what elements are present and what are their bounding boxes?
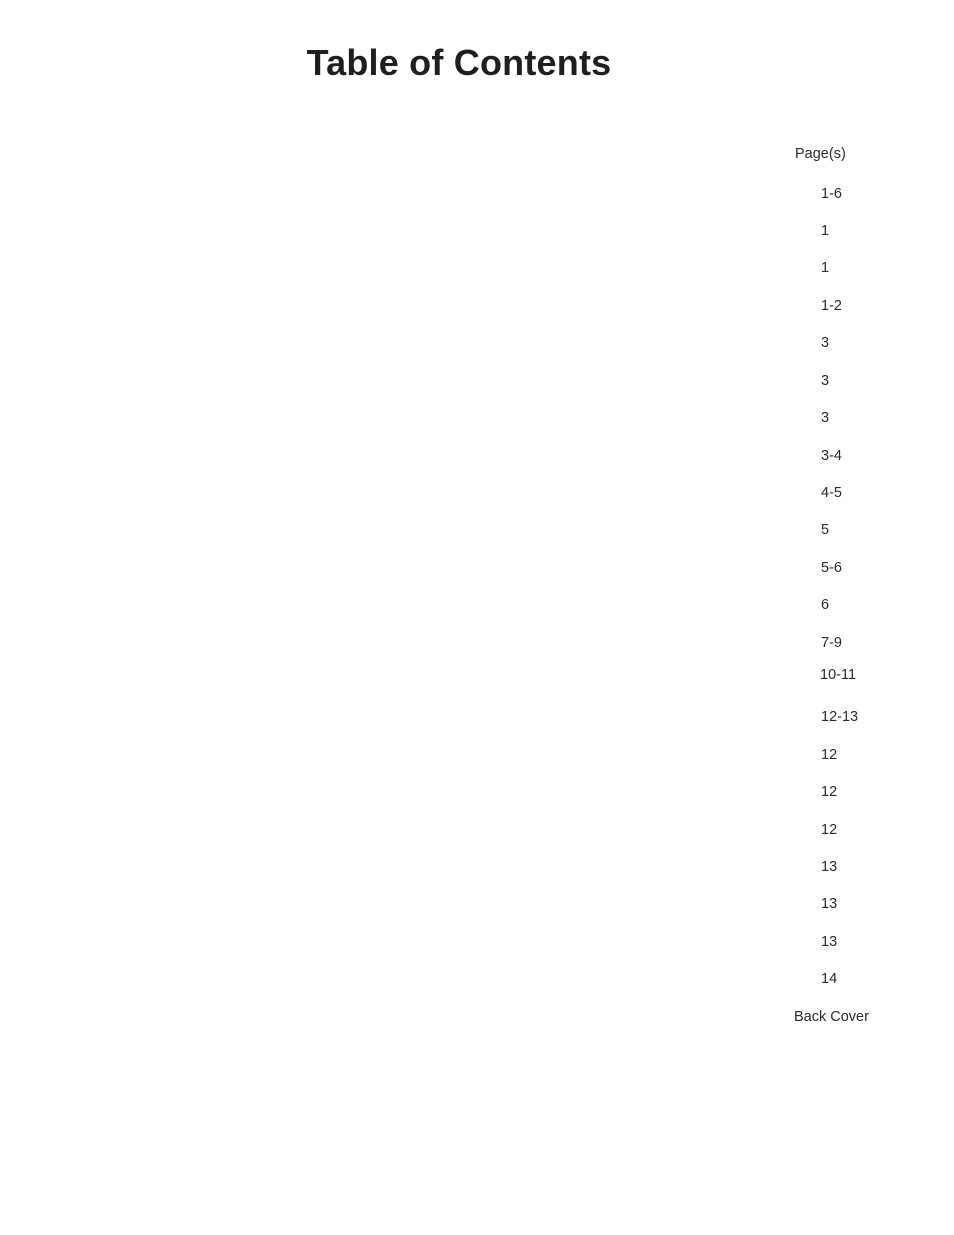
toc-page-number: 5 xyxy=(821,522,830,538)
toc-page-number: 1-2 xyxy=(821,298,842,314)
toc-page-number: 7-9 xyxy=(821,635,842,651)
toc-page-number: 1 xyxy=(821,260,830,276)
toc-page-number: 12-13 xyxy=(821,709,859,725)
toc-page-number: 3-4 xyxy=(821,448,842,464)
toc-page-number: Back Cover xyxy=(794,1009,869,1025)
toc-page-number: 1-6 xyxy=(821,186,842,202)
toc-page-number: 3 xyxy=(821,410,830,426)
toc-page-number: 14 xyxy=(821,971,838,987)
toc-page-number: 12 xyxy=(821,822,838,838)
toc-page-number: 13 xyxy=(821,934,838,950)
toc-page-number: 6 xyxy=(821,597,830,613)
page-title: Table of Contents xyxy=(306,42,612,83)
toc-page-number: 4-5 xyxy=(821,485,842,501)
pages-column-heading: Page(s) xyxy=(795,146,846,162)
toc-page-number: 1 xyxy=(821,223,830,239)
toc-page-number: 5-6 xyxy=(821,560,842,576)
toc-page-number: 3 xyxy=(821,373,830,389)
toc-page-number: 13 xyxy=(821,859,838,875)
toc-page-number: 3 xyxy=(821,335,830,351)
toc-page-number: 10-11 xyxy=(820,667,857,683)
toc-page-number: 13 xyxy=(821,896,838,912)
toc-page-number: 12 xyxy=(821,784,838,800)
toc-page-number: 12 xyxy=(821,747,838,763)
